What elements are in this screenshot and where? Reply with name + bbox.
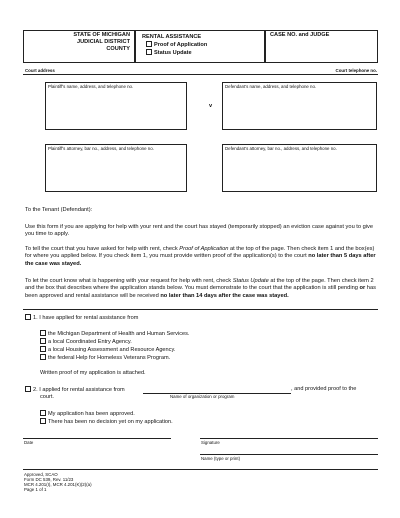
name-line[interactable] (200, 454, 378, 455)
instructions-paragraph-1: Use this form if you are applying for help with your rent and the court has stayed (temporarily stopped) an eviction case against you to give you time to apply. (25, 224, 374, 238)
defendant-box-label: Defendant's name, address, and telephone no. (225, 84, 317, 89)
checkbox[interactable] (25, 314, 31, 320)
checkbox[interactable] (146, 49, 152, 55)
court-line-county: COUNTY (106, 46, 130, 52)
checkbox[interactable] (25, 386, 31, 392)
signature-line[interactable] (200, 438, 378, 439)
date-line[interactable] (23, 438, 171, 439)
name-label: Name (type or print) (201, 456, 241, 461)
checkbox[interactable] (40, 346, 46, 352)
option-hara[interactable]: a local Housing Assessment and Resource Agency. (40, 346, 189, 354)
item-2[interactable]: 2. I applied for rental assistance from (25, 386, 125, 394)
option-coordinated-entry[interactable]: a local Coordinated Entry Agency. (40, 338, 189, 346)
item-1[interactable]: 1. I have applied for rental assistance from (25, 314, 138, 322)
case-number-box[interactable] (265, 30, 378, 63)
instructions-paragraph-3: To let the court know what is happening with your request for help with rent, check Status Update at the top of the page. Then check item 2 and the box that describes where the application stands below. You must demonstrate to the court that the application is still pending or has been approved and rental assistance will be received no later than 14 days after the case was stayed. (25, 278, 376, 299)
option-no-decision[interactable]: There has been no decision yet on my application. (40, 418, 173, 426)
checkbox[interactable] (40, 338, 46, 344)
item-2-court: court. (40, 394, 54, 400)
court-name-box (23, 30, 135, 63)
court-line-district: JUDICIAL DISTRICT (76, 39, 130, 45)
form-title: RENTAL ASSISTANCE (142, 34, 202, 40)
checkbox[interactable] (40, 410, 46, 416)
footer-form-number: Form DC 539, Rev. 11/23 (24, 477, 74, 482)
case-number-label: CASE NO. and JUDGE (270, 32, 330, 38)
court-line-state: STATE OF MICHIGAN (73, 32, 130, 38)
date-label: Date (24, 440, 34, 445)
checkbox[interactable] (40, 418, 46, 424)
court-phone-label: Court telephone no. (335, 68, 377, 73)
signature-label: Signature (201, 440, 220, 445)
checkbox[interactable] (40, 354, 46, 360)
footer-page: Page 1 of 1 (24, 487, 47, 492)
plaintiff-attorney-label: Plaintiff's attorney, bar no., address, and telephone no. (48, 146, 154, 151)
checkbox[interactable] (146, 41, 152, 47)
organization-name-caption: Name of organization or program (170, 394, 235, 399)
to-tenant-heading: To the Tenant (Defendant): (25, 207, 93, 213)
plaintiff-box-label: Plaintiff's name, address, and telephone no. (48, 84, 134, 89)
footer-rule (23, 469, 378, 470)
option-mdhhs[interactable]: the Michigan Department of Health and Human Services. (40, 330, 189, 338)
section-divider (23, 309, 378, 310)
item-2-options (40, 410, 173, 426)
defendant-box[interactable] (222, 82, 377, 130)
option-veterans-program[interactable]: the federal Help for Homeless Veterans Program. (40, 354, 189, 362)
footer-rules: MCR 4.201(I), MCR 4.201(K)(2)(a) (24, 482, 92, 487)
option-approved[interactable]: My application has been approved. (40, 410, 173, 418)
proof-attached-note: Written proof of my application is attached. (40, 370, 146, 376)
court-address-rule (23, 74, 378, 75)
defendant-attorney-box[interactable] (222, 144, 377, 192)
checkbox[interactable] (40, 330, 46, 336)
option-status-update[interactable]: Status Update (146, 49, 207, 57)
footer-approved: Approved, SCAO (24, 472, 58, 477)
instructions-paragraph-2: To tell the court that you have asked for help with rent, check Proof of Application at the top of the page. Then check item 1 and the box(es) for where you applied below. If you check item 1, you must provide written proof of the application(s) to the court no later than 5 days after the case was stayed. (25, 246, 376, 267)
form-footer (24, 472, 92, 492)
plaintiff-attorney-box[interactable] (45, 144, 187, 192)
item-2-suffix: , and provided proof to the (291, 386, 357, 392)
plaintiff-box[interactable] (45, 82, 187, 130)
option-proof-of-application[interactable]: Proof of Application (146, 41, 207, 49)
defendant-attorney-label: Defendant's attorney, bar no., address, and telephone no. (225, 146, 337, 151)
court-address-label: Court address (25, 68, 55, 73)
item-1-options (40, 330, 189, 362)
form-title-box (135, 30, 265, 63)
versus-label: v (209, 103, 213, 109)
